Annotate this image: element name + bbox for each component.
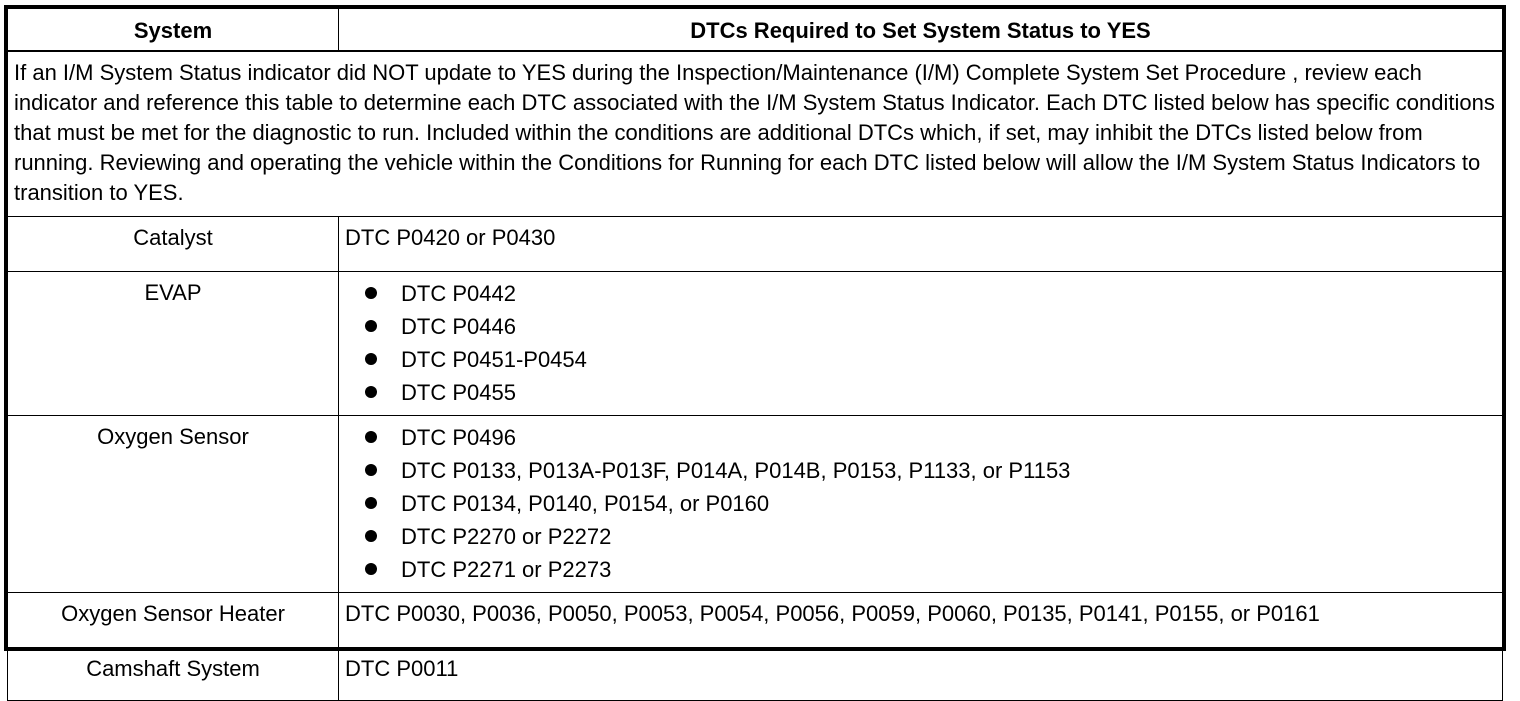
dtc-oxygen-list — [345, 421, 1496, 586]
dtc-catalyst: DTC P0420 or P0430 — [339, 217, 1503, 272]
dtc-evap-list — [345, 277, 1496, 409]
list-item: DTC P0496 — [365, 421, 1496, 454]
bullet-icon — [365, 386, 377, 398]
list-item: DTC P0134, P0140, P0154, or P0160 — [365, 487, 1496, 520]
header-system: System — [8, 9, 339, 52]
dtc-oxygen-cell — [339, 416, 1503, 593]
bullet-icon — [365, 530, 377, 542]
list-item: DTC P0446 — [365, 310, 1496, 343]
dtc-table — [7, 8, 1503, 701]
system-catalyst: Catalyst — [8, 217, 339, 272]
intro-row — [8, 51, 1503, 217]
list-item: DTC P2271 or P2273 — [365, 553, 1496, 586]
table-row-camshaft — [8, 648, 1503, 701]
list-item: DTC P0133, P013A-P013F, P014A, P014B, P0153, P1133, or P1153 — [365, 454, 1496, 487]
dtc-evap-cell — [339, 272, 1503, 416]
header-dtcs: DTCs Required to Set System Status to YES — [339, 9, 1503, 52]
bullet-icon — [365, 563, 377, 575]
table-header-row — [8, 9, 1503, 52]
dtc-table-frame — [4, 5, 1506, 681]
bullet-icon — [365, 353, 377, 365]
bullet-icon — [365, 497, 377, 509]
bullet-icon — [365, 431, 377, 443]
bullet-icon — [365, 287, 377, 299]
system-camshaft: Camshaft System — [8, 648, 339, 701]
bullet-icon — [365, 464, 377, 476]
system-oxygen-sensor-heater: Oxygen Sensor Heater — [8, 593, 339, 648]
bullet-icon — [365, 320, 377, 332]
dtc-oxygen-sensor-heater: DTC P0030, P0036, P0050, P0053, P0054, P0056, P0059, P0060, P0135, P0141, P0155, or P0161 — [339, 593, 1503, 648]
dtc-camshaft: DTC P0011 — [339, 648, 1503, 701]
table-row-oxygen-sensor-heater — [8, 593, 1503, 648]
list-item: DTC P0455 — [365, 376, 1496, 409]
table-row-evap — [8, 272, 1503, 416]
system-oxygen-sensor: Oxygen Sensor — [8, 416, 339, 593]
intro-text: If an I/M System Status indicator did NOT update to YES during the Inspection/Maintenance (I/M) Complete System Set Procedure , review each indicator and reference this table to determine each DTC associated with the I/M System Status Indicator. Each DTC listed below has specific conditions that must be met for the diagnostic to run. Included within the conditions are additional DTCs which, if set, may inhibit the DTCs listed below from running. Reviewing and operating the vehicle within the Conditions for Running for each DTC listed below will allow the I/M System Status Indicators to transition to YES. — [8, 51, 1503, 217]
list-item: DTC P0442 — [365, 277, 1496, 310]
system-evap: EVAP — [8, 272, 339, 416]
list-item: DTC P2270 or P2272 — [365, 520, 1496, 553]
table-row-catalyst — [8, 217, 1503, 272]
list-item: DTC P0451-P0454 — [365, 343, 1496, 376]
table-row-oxygen-sensor — [8, 416, 1503, 593]
